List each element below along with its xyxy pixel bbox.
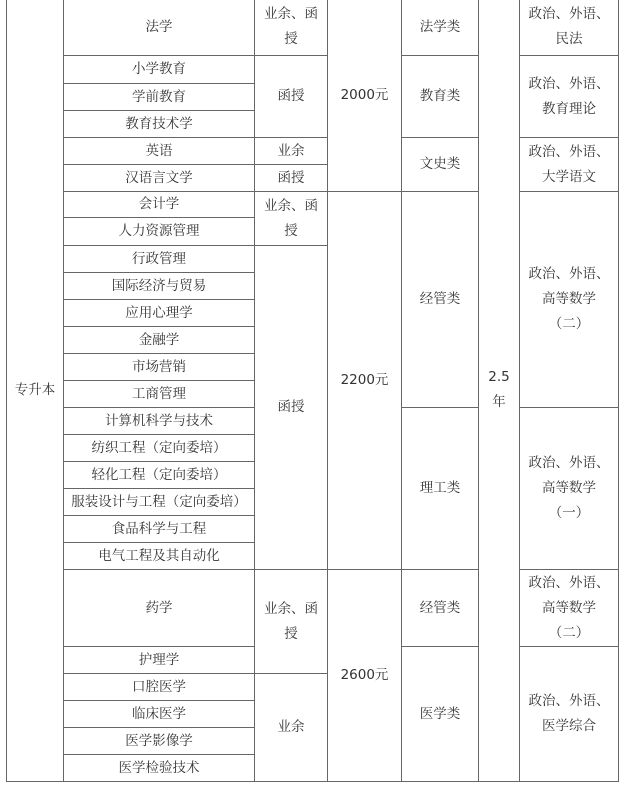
major-name-cell: 人力资源管理: [63, 217, 255, 246]
major-name-cell: 食品科学与工程: [63, 515, 255, 543]
exam-subjects-cell-line: 政治、外语、: [528, 75, 610, 92]
major-name-cell: 医学影像学: [63, 727, 255, 755]
tuition-fee-cell: 2000元: [327, 0, 402, 192]
level-cell: 专升本: [6, 0, 64, 782]
major-name-cell: 国际经济与贸易: [63, 272, 255, 300]
major-name-cell: 轻化工程（定向委培）: [63, 461, 255, 489]
exam-subjects-cell-line: 政治、外语、: [528, 693, 610, 709]
exam-subjects-cell-line: 政治、外语、: [528, 266, 610, 282]
duration-cell: 2.5年: [478, 0, 520, 782]
exam-subjects-cell-line: （二）: [548, 316, 590, 332]
major-name-cell: 行政管理: [63, 245, 255, 273]
major-name-cell: 医学检验技术: [63, 754, 255, 782]
exam-subjects-cell-line: （二）: [548, 624, 590, 641]
category-cell: 医学类: [401, 646, 479, 782]
study-mode-cell: 业余: [254, 137, 328, 165]
exam-subjects-cell-line: 医学综合: [542, 718, 596, 734]
exam-subjects-cell-line: （一）: [548, 505, 590, 521]
exam-subjects-cell-line: 政治、外语、: [528, 6, 610, 22]
exam-subjects-cell: [519, 55, 619, 138]
major-name-cell: 汉语言文学: [63, 164, 255, 192]
exam-subjects-cell-line: 高等数学: [542, 480, 596, 496]
major-name-cell: 口腔医学: [63, 673, 255, 701]
tuition-fee-cell: 2600元: [327, 569, 402, 782]
exam-subjects-cell-line: 高等数学: [542, 291, 596, 307]
study-mode-cell: 函授: [254, 164, 328, 192]
major-name-cell: 法学: [63, 0, 255, 56]
category-cell: 经管类: [401, 191, 479, 408]
study-mode-cell: 函授: [254, 245, 328, 570]
exam-subjects-cell-line: 民法: [555, 31, 583, 47]
category-cell: 文史类: [401, 137, 479, 192]
category-cell: 法学类: [401, 0, 479, 56]
major-name-cell: 服装设计与工程（定向委培）: [63, 488, 255, 516]
major-name-cell: 电气工程及其自动化: [63, 542, 255, 570]
major-name-cell: 护理学: [63, 646, 255, 674]
category-cell: 教育类: [401, 55, 479, 138]
exam-subjects-cell: [519, 137, 619, 192]
exam-subjects-cell-line: 政治、外语、: [528, 574, 610, 591]
exam-subjects-cell: [519, 191, 619, 408]
major-name-cell: 临床医学: [63, 700, 255, 728]
study-mode-cell: 业余、函授: [254, 0, 328, 56]
major-name-cell: 小学教育: [63, 55, 255, 84]
study-mode-cell: 业余: [254, 673, 328, 782]
major-name-cell: 药学: [63, 569, 255, 647]
major-name-cell: 会计学: [63, 191, 255, 218]
category-cell: 经管类: [401, 569, 479, 647]
major-name-cell: 市场营销: [63, 353, 255, 381]
study-mode-cell: 函授: [254, 55, 328, 138]
exam-subjects-cell: [519, 646, 619, 782]
tuition-fee-cell: 2200元: [327, 191, 402, 570]
exam-subjects-cell: [519, 407, 619, 570]
major-name-cell: 金融学: [63, 326, 255, 354]
major-name-cell: 计算机科学与技术: [63, 407, 255, 435]
study-mode-cell: 业余、函授: [254, 191, 328, 246]
exam-subjects-cell-line: 教育理论: [542, 100, 596, 117]
exam-subjects-cell-line: 大学语文: [542, 168, 596, 185]
major-name-cell: 应用心理学: [63, 299, 255, 327]
major-name-cell: 学前教育: [63, 83, 255, 111]
exam-subjects-cell: [519, 569, 619, 647]
exam-subjects-cell: [519, 0, 619, 56]
category-cell: 理工类: [401, 407, 479, 570]
study-mode-cell: 业余、函授: [254, 569, 328, 674]
exam-subjects-cell-line: 政治、外语、: [528, 143, 610, 160]
exam-subjects-cell-line: 政治、外语、: [528, 455, 610, 471]
major-name-cell: 教育技术学: [63, 110, 255, 138]
major-name-cell: 工商管理: [63, 380, 255, 408]
major-name-cell: 英语: [63, 137, 255, 165]
major-name-cell: 纺织工程（定向委培）: [63, 434, 255, 462]
exam-subjects-cell-line: 高等数学: [542, 599, 596, 616]
